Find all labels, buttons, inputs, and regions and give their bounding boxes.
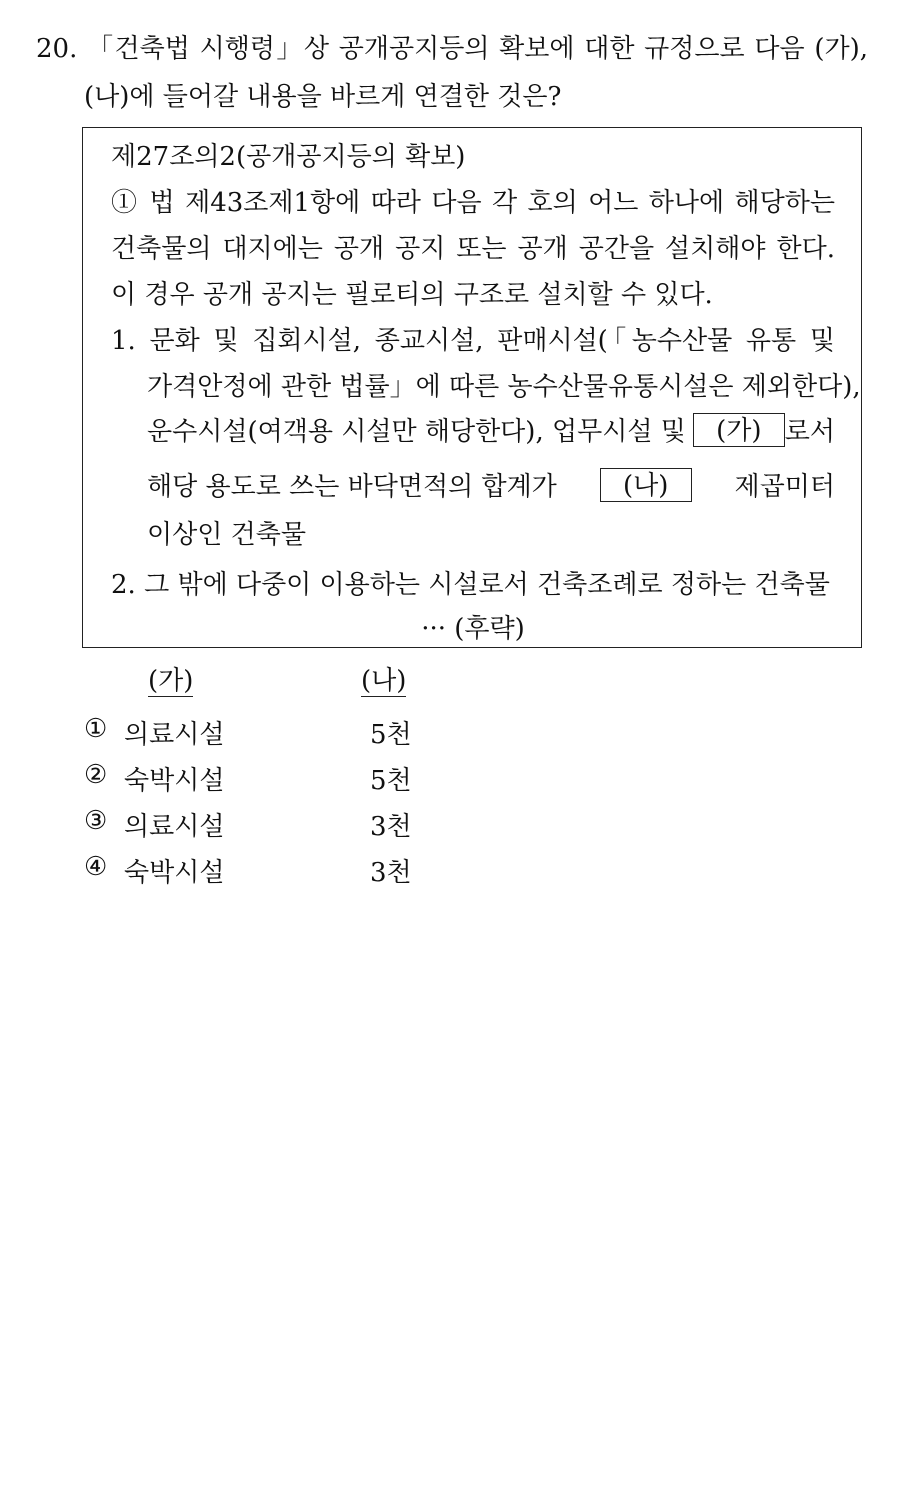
law-excerpt-box xyxy=(82,127,862,648)
item-1-line-3-text: 운수시설(여객용 시설만 해당한다), 업무시설 및 xyxy=(147,417,686,447)
item-1-line-4-text: 해당 용도로 쓰는 바닥면적의 합계가 xyxy=(147,472,557,502)
option-2-a: 숙박시설 xyxy=(124,766,225,796)
question-text-line-1: 「건축법 시행령」상 공개공지등의 확보에 대한 규정으로 다음 (가), xyxy=(87,34,869,64)
item-2: 2. 그 밖에 다중이 이용하는 시설로서 건축조례로 정하는 건축물 xyxy=(111,570,830,600)
option-4-marker: ④ xyxy=(84,852,108,882)
paragraph-1-line-3: 이 경우 공개 공지는 필로티의 구조로 설치할 수 있다. xyxy=(111,280,713,310)
paragraph-1-line-1: ① 법 제43조제1항에 따라 다음 각 호의 어느 하나에 해당하는 xyxy=(111,188,835,218)
article-title: 제27조의2(공개공지등의 확보) xyxy=(111,142,466,172)
omitted-note: ··· (후략) xyxy=(421,614,525,644)
item-1-line-2: 가격안정에 관한 법률」에 따른 농수산물유통시설은 제외한다), xyxy=(147,372,861,402)
item-1-line-3 xyxy=(147,411,835,448)
item-1-line-5: 이상인 건축물 xyxy=(147,520,306,550)
option-4-b: 3천 xyxy=(370,858,412,888)
blank-b: (나) xyxy=(600,468,692,502)
question-text-line-2: (나)에 들어갈 내용을 바르게 연결한 것은? xyxy=(84,82,562,112)
option-2-marker: ② xyxy=(84,760,108,790)
option-3-b: 3천 xyxy=(370,812,412,842)
header-b: (나) xyxy=(361,666,407,696)
question-line-1 xyxy=(36,28,868,65)
option-2-b: 5천 xyxy=(370,766,412,796)
option-4-a: 숙박시설 xyxy=(124,858,225,888)
option-1-marker: ① xyxy=(84,714,108,744)
option-1-b: 5천 xyxy=(370,720,412,750)
option-3-marker: ③ xyxy=(84,806,108,836)
paragraph-1-line-2: 건축물의 대지에는 공개 공지 또는 공개 공간을 설치해야 한다. xyxy=(111,234,835,264)
item-1-line-1: 1. 문화 및 집회시설, 종교시설, 판매시설(「농수산물 유통 및 xyxy=(111,326,835,356)
item-1-line-4 xyxy=(147,466,835,503)
option-3-a: 의료시설 xyxy=(124,812,225,842)
header-a: (가) xyxy=(148,666,194,696)
blank-a-group xyxy=(693,411,835,448)
option-1-a: 의료시설 xyxy=(124,720,225,750)
item-1-line-3-suffix: 로서 xyxy=(784,417,835,447)
blank-a: (가) xyxy=(693,413,785,447)
item-1-line-4-suffix: 제곱미터 xyxy=(734,472,835,502)
question-number: 20. xyxy=(36,34,78,64)
